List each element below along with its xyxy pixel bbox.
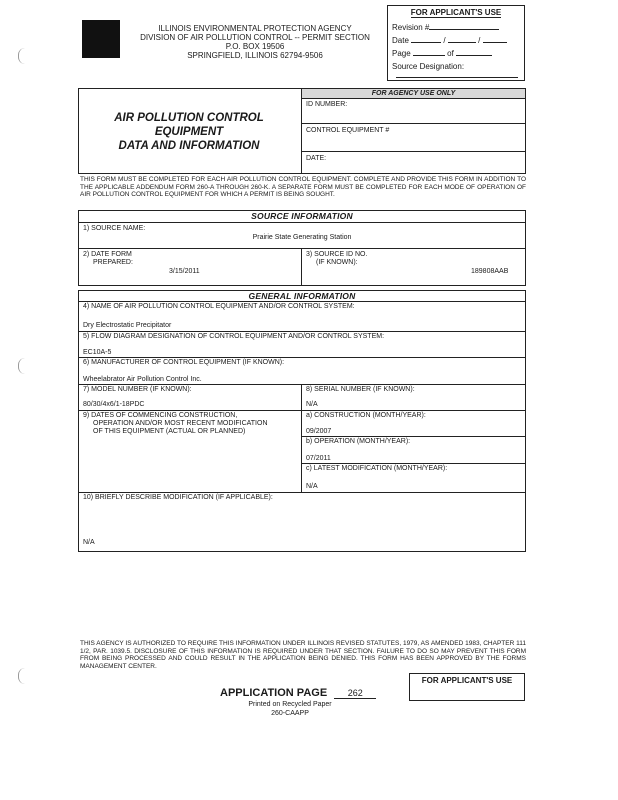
modification-value[interactable]: N/A <box>306 483 318 490</box>
q4-value[interactable]: Dry Electrostatic Precipitator <box>83 322 172 329</box>
date-day-field[interactable] <box>448 42 476 43</box>
form-instructions: THIS FORM MUST BE COMPLETED FOR EACH AIR POLLUTION CONTROL EQUIPMENT. COMPLETE AND PROVIDE THIS FORM IN ADDITION TO THE APPLICABLE ADDENDUM FORM 260-A THROUGH 260-K. A SEPARATE FORM MUST BE COMPLETED FOR EACH MODE OF OPERATION OF AIR POLLUTION CONTROL EQUIPMENT FOR WHICH A PERMIT IS BEING SOUGHT. <box>80 176 526 198</box>
operation-label: b) OPERATION (MONTH/YEAR): <box>306 438 411 445</box>
date-month-field[interactable] <box>411 42 441 43</box>
applicant-use-title: FOR APPLICANT'S USE <box>410 8 502 17</box>
q10-value[interactable]: N/A <box>83 539 95 546</box>
date-year-field[interactable] <box>483 42 507 43</box>
agency-date-label: DATE: <box>306 155 327 162</box>
title-section <box>78 88 526 174</box>
agency-division: DIVISION OF AIR POLLUTION CONTROL -- PERMIT SECTION <box>140 33 370 42</box>
revision-label: Revision # <box>392 23 430 32</box>
source-id-label-line: (IF KNOWN): <box>316 259 358 266</box>
modification-label: c) LATEST MODIFICATION (MONTH/YEAR): <box>306 465 448 472</box>
construction-value[interactable]: 09/2007 <box>306 428 332 435</box>
date-form-label <box>83 251 133 267</box>
source-information-title: SOURCE INFORMATION <box>251 211 353 221</box>
form-title-line: EQUIPMENT <box>154 126 224 138</box>
date-separator: / <box>443 36 446 45</box>
application-page-number[interactable]: 262 <box>334 688 376 699</box>
q6-value[interactable]: Wheelabrator Air Pollution Control Inc. <box>83 376 202 383</box>
control-equipment-label: CONTROL EQUIPMENT # <box>306 127 390 134</box>
applicant-use-box <box>387 5 525 81</box>
authority-statement: THIS AGENCY IS AUTHORIZED TO REQUIRE THIS INFORMATION UNDER ILLINOIS REVISED STATUTES, 1979, AS AMENDED 1983, CHAPTER 111 1/2, PAR. 1039.5. DISCLOSURE OF THIS INFORMATION IS REQUIRED UNDER THAT SECTION. FAILURE TO DO SO MAY PREVENT THIS FORM FROM BEING PROCESSED AND COULD RESULT IN THE APPLICATION BEING DENIED. THIS FORM HAS BEEN APPROVED BY THE FORMS MANAGEMENT CENTER. <box>80 640 526 670</box>
q4-label: 4) NAME OF AIR POLLUTION CONTROL EQUIPMENT AND/OR CONTROL SYSTEM: <box>83 303 355 310</box>
date-form-value[interactable]: 3/15/2011 <box>169 268 200 275</box>
source-id-label <box>306 251 367 267</box>
construction-label: a) CONSTRUCTION (MONTH/YEAR): <box>306 412 426 419</box>
q7-label: 7) MODEL NUMBER (IF KNOWN): <box>83 386 192 393</box>
q8-value[interactable]: N/A <box>306 401 318 408</box>
date-form-label-line: PREPARED: <box>93 259 133 266</box>
q9-label-line: OPERATION AND/OR MOST RECENT MODIFICATION <box>93 420 268 427</box>
agency-logo <box>82 20 120 58</box>
q6-label: 6) MANUFACTURER OF CONTROL EQUIPMENT (IF KNOWN): <box>83 359 285 366</box>
q10-label: 10) BRIEFLY DESCRIBE MODIFICATION (IF APPLICABLE): <box>83 494 273 501</box>
punch-hole-mark <box>18 668 25 684</box>
printed-on-recycled-paper: Printed on Recycled Paper <box>248 701 332 708</box>
date-separator: / <box>478 36 481 45</box>
page-label: Page <box>392 49 411 58</box>
date-label: Date <box>392 36 409 45</box>
agency-name: ILLINOIS ENVIRONMENTAL PROTECTION AGENCY <box>158 24 352 33</box>
source-information-section <box>78 210 526 286</box>
q7-value[interactable]: 80/30/4x6/1-18PDC <box>83 401 145 408</box>
footer-applicant-use-box <box>409 673 525 701</box>
form-title-line: AIR POLLUTION CONTROL <box>114 112 264 124</box>
general-information-title: GENERAL INFORMATION <box>248 291 356 301</box>
revision-field[interactable] <box>429 29 499 30</box>
application-page <box>220 687 376 699</box>
date-form-label-line: 2) DATE FORM <box>83 251 132 258</box>
q9-label-line: OF THIS EQUIPMENT (ACTUAL OR PLANNED) <box>93 428 246 435</box>
general-information-section <box>78 290 526 552</box>
page-of-label: of <box>447 49 454 58</box>
source-designation-label: Source Designation: <box>392 62 465 71</box>
form-number: 260-CAAPP <box>271 710 309 717</box>
form-title-line: DATA AND INFORMATION <box>118 140 260 152</box>
source-name-label: 1) SOURCE NAME: <box>83 225 146 232</box>
source-designation-field[interactable] <box>396 77 518 78</box>
q5-label: 5) FLOW DIAGRAM DESIGNATION OF CONTROL EQUIPMENT AND/OR CONTROL SYSTEM: <box>83 333 385 340</box>
source-name-value[interactable]: Prairie State Generating Station <box>252 234 352 241</box>
agency-header <box>120 24 390 60</box>
punch-hole-mark <box>18 48 25 64</box>
page-total-field[interactable] <box>456 55 492 56</box>
source-id-value[interactable]: 189808AAB <box>471 268 509 275</box>
source-id-label-line: 3) SOURCE ID NO. <box>306 251 368 258</box>
agency-po-box: P.O. BOX 19506 <box>225 42 285 51</box>
q8-label: 8) SERIAL NUMBER (IF KNOWN): <box>306 386 415 393</box>
q5-value[interactable]: EC10A-5 <box>83 349 112 356</box>
punch-hole-mark <box>18 358 25 374</box>
id-number-label: ID NUMBER: <box>306 101 348 108</box>
page-field[interactable] <box>413 55 445 56</box>
operation-value[interactable]: 07/2011 <box>306 455 331 462</box>
form-title <box>79 111 299 153</box>
q9-label <box>83 412 268 436</box>
q9-label-line: 9) DATES OF COMMENCING CONSTRUCTION, <box>83 412 238 419</box>
application-page-label: APPLICATION PAGE <box>220 687 328 699</box>
agency-use-title: FOR AGENCY USE ONLY <box>302 89 525 98</box>
footer-applicant-use-title: FOR APPLICANT'S USE <box>421 676 513 685</box>
agency-city: SPRINGFIELD, ILLINOIS 62794-9506 <box>187 51 323 60</box>
